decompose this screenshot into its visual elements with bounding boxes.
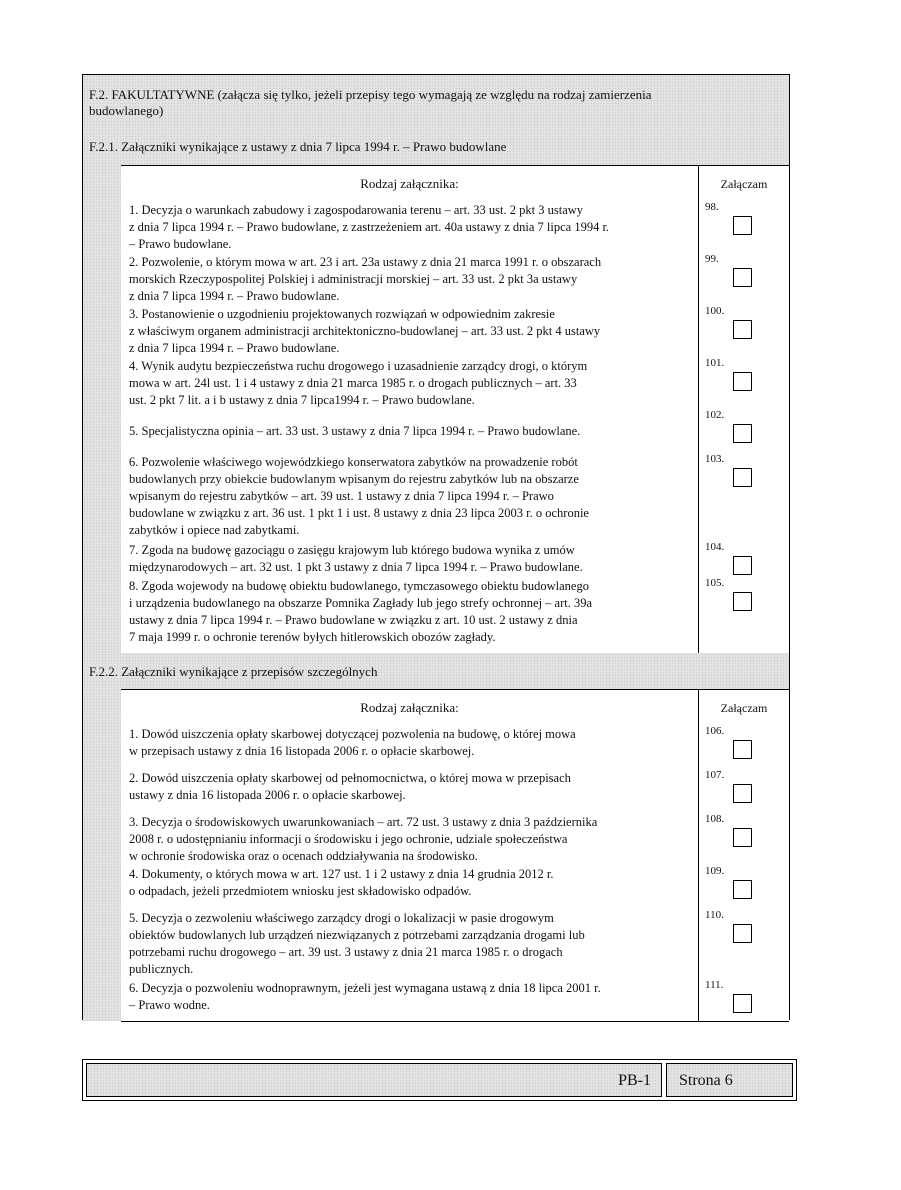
attach-cell	[699, 453, 789, 541]
attach-checkbox[interactable]	[733, 216, 752, 235]
table-row	[121, 409, 789, 454]
attach-checkbox[interactable]	[733, 994, 752, 1013]
description-line: o odpadach, jeżeli przedmiotem wniosku jest składowisko odpadów.	[129, 884, 472, 898]
description-line: ustawy z dnia 7 lipca 1994 r. – Prawo budowlane w związku z art. 10 ust. 2 ustawy z dnia	[129, 613, 578, 627]
attach-cell	[699, 541, 789, 577]
section-f2-header	[83, 75, 789, 130]
attach-cell	[699, 577, 789, 653]
attach-cell	[699, 201, 789, 253]
description-line: ustawy z dnia 16 listopada 2006 r. o opłacie skarbowej.	[129, 788, 406, 802]
description-line: 2. Dowód uiszczenia opłaty skarbowej od pełnomocnictwa, o której mowa w przepisach	[129, 771, 571, 785]
description-line: 2. Pozwolenie, o którym mowa w art. 23 i art. 23a ustawy z dnia 21 marca 1991 r. o obszarach	[129, 255, 602, 269]
section-f2-title-line1: F.2. FAKULTATYWNE (załącza się tylko, jeżeli przepisy tego wymagają ze względu na rodzaj zamierzenia	[89, 87, 652, 102]
description-line: 5. Specjalistyczna opinia – art. 33 ust. 3 ustawy z dnia 7 lipca 1994 r. – Prawo budowlane.	[129, 424, 581, 438]
description-line: mowa w art. 24l ust. 1 i 4 ustawy z dnia 21 marca 1985 r. o drogach publicznych – art. 33	[129, 376, 577, 390]
attachment-description	[121, 357, 699, 409]
attach-checkbox[interactable]	[733, 268, 752, 287]
description-line: – Prawo budowlane.	[129, 237, 232, 251]
page-number: Strona 6	[679, 1072, 733, 1089]
attachment-description	[121, 541, 699, 577]
column-header-attach: Załączam	[720, 700, 768, 715]
description-line: publicznych.	[129, 962, 194, 976]
section-f22-title: F.2.2. Załączniki wynikające z przepisów szczególnych	[89, 664, 378, 679]
attach-checkbox[interactable]	[733, 924, 752, 943]
attachment-description	[121, 865, 699, 909]
table-row	[121, 253, 789, 306]
table-row	[121, 541, 789, 578]
description-line: 3. Decyzja o środowiskowych uwarunkowaniach – art. 72 ust. 3 ustawy z dnia 3 października	[129, 815, 598, 829]
table-row	[121, 979, 789, 1022]
description-line: obiektów budowlanych lub urządzeń niezwiązanych z potrzebami zarządzania drogami lub	[129, 928, 585, 942]
section-f21-header	[83, 129, 789, 166]
field-number: 100.	[705, 305, 725, 317]
table-row	[121, 725, 789, 770]
attach-checkbox[interactable]	[733, 828, 752, 847]
column-header-attach: Załączam	[720, 176, 768, 191]
description-line: potrzebami ruchu drogowego – art. 39 ust. 3 ustawy z dnia 21 marca 1985 r. o drogach	[129, 945, 563, 959]
attachment-description	[121, 253, 699, 305]
table-column-headers	[121, 165, 789, 203]
description-line: 4. Dokumenty, o których mowa w art. 127 ust. 1 i 2 ustawy z dnia 14 grudnia 2012 r.	[129, 867, 554, 881]
table-row	[121, 813, 789, 866]
field-number: 109.	[705, 865, 725, 877]
description-line: budowlanych przy obiekcie budowlanym wpisanym do rejestru zabytków lub na obszarze	[129, 472, 579, 486]
table-row	[121, 305, 789, 358]
description-line: w przepisach ustawy z dnia 16 listopada 2006 r. o opłacie skarbowej.	[129, 744, 475, 758]
section-f22-header	[83, 653, 789, 690]
attach-cell	[699, 357, 789, 409]
description-line: 1. Decyzja o warunkach zabudowy i zagospodarowania terenu – art. 33 ust. 2 pkt 3 ustawy	[129, 203, 584, 217]
description-line: z dnia 7 lipca 1994 r. – Prawo budowlane.	[129, 289, 340, 303]
section-f21-title: F.2.1. Załączniki wynikające z ustawy z dnia 7 lipca 1994 r. – Prawo budowlane	[89, 139, 507, 154]
description-line: – Prawo wodne.	[129, 998, 210, 1012]
attachment-description	[121, 577, 699, 653]
description-line: zabytków i opiece nad zabytkami.	[129, 523, 300, 537]
attach-checkbox[interactable]	[733, 424, 752, 443]
attach-cell	[699, 979, 789, 1021]
attach-checkbox[interactable]	[733, 468, 752, 487]
attach-cell	[699, 865, 789, 909]
table-row	[121, 865, 789, 910]
attach-checkbox[interactable]	[733, 784, 752, 803]
attach-cell	[699, 409, 789, 453]
description-line: 6. Pozwolenie właściwego wojewódzkiego konserwatora zabytków na prowadzenie robót	[129, 455, 578, 469]
description-line: 4. Wynik audytu bezpieczeństwa ruchu drogowego i uzasadnienie zarządcy drogi, o którym	[129, 359, 588, 373]
description-line: 7. Zgoda na budowę gazociągu o zasięgu krajowym lub którego budowa wynika z umów	[129, 543, 575, 557]
attach-checkbox[interactable]	[733, 556, 752, 575]
attach-checkbox[interactable]	[733, 372, 752, 391]
description-line: 7 maja 1999 r. o ochronie terenów byłych hitlerowskich obozów zagłady.	[129, 630, 496, 644]
attach-cell	[699, 253, 789, 305]
description-line: w ochronie środowiska oraz o ocenach oddziaływania na środowisko.	[129, 849, 478, 863]
attachment-description	[121, 813, 699, 865]
table-column-headers	[121, 689, 789, 727]
description-line: 1. Dowód uiszczenia opłaty skarbowej dotyczącej pozwolenia na budowę, o której mowa	[129, 727, 576, 741]
attachment-description	[121, 979, 699, 1021]
attachment-description	[121, 305, 699, 357]
field-number: 105.	[705, 577, 725, 589]
field-number: 107.	[705, 769, 725, 781]
section-f22-table	[121, 689, 789, 1021]
form-code: PB-1	[618, 1072, 651, 1089]
table-row	[121, 453, 789, 542]
section-f21-table	[121, 165, 789, 653]
field-number: 101.	[705, 357, 725, 369]
attachment-description	[121, 725, 699, 769]
table-row	[121, 909, 789, 980]
page-footer	[82, 1059, 797, 1101]
attach-cell	[699, 305, 789, 357]
description-line: 3. Postanowienie o uzgodnieniu projektowanych rozwiązań w odpowiednim zakresie	[129, 307, 555, 321]
section-f22-indent-band	[83, 689, 122, 1021]
description-line: z właściwym organem administracji architektoniczno-budowlanej – art. 33 ust. 2 pkt 4 ustawy	[129, 324, 601, 338]
column-header-type: Rodzaj załącznika:	[121, 166, 699, 202]
attach-checkbox[interactable]	[733, 592, 752, 611]
attach-cell	[699, 909, 789, 979]
table-row	[121, 201, 789, 254]
table-row	[121, 769, 789, 814]
field-number: 99.	[705, 253, 719, 265]
description-line: międzynarodowych – art. 32 ust. 1 pkt 3 ustawy z dnia 7 lipca 1994 r. – Prawo budowlane.	[129, 560, 583, 574]
field-number: 106.	[705, 725, 725, 737]
footer-page-cell	[666, 1063, 793, 1097]
description-line: budowlane w związku z art. 36 ust. 1 pkt 1 i ust. 8 ustawy z dnia 23 lipca 2003 r. o ochronie	[129, 506, 589, 520]
description-line: morskich Rzeczypospolitej Polskiej i administracji morskiej – art. 33 ust. 2 pkt 3a ustawy	[129, 272, 578, 286]
field-number: 98.	[705, 201, 719, 213]
attach-checkbox[interactable]	[733, 740, 752, 759]
description-line: z dnia 7 lipca 1994 r. – Prawo budowlane.	[129, 341, 340, 355]
form-section-f2	[82, 74, 790, 1020]
field-number: 103.	[705, 453, 725, 465]
footer-form-code-cell	[86, 1063, 662, 1097]
field-number: 108.	[705, 813, 725, 825]
description-line: 8. Zgoda wojewody na budowę obiektu budowlanego, tymczasowego obiektu budowlanego	[129, 579, 589, 593]
field-number: 110.	[705, 909, 724, 921]
table-row	[121, 357, 789, 410]
attach-cell	[699, 769, 789, 813]
attachment-description	[121, 409, 699, 453]
field-number: 111.	[705, 979, 724, 991]
attachment-description	[121, 453, 699, 541]
description-line: z dnia 7 lipca 1994 r. – Prawo budowlane, z zastrzeżeniem art. 40a ustawy z dnia 7 lipca 1994 r.	[129, 220, 610, 234]
description-line: 2008 r. o udostępnianiu informacji o środowisku i jego ochronie, udziale społeczeństwa	[129, 832, 568, 846]
description-line: ust. 2 pkt 7 lit. a i b ustawy z dnia 7 lipca1994 r. – Prawo budowlane.	[129, 393, 475, 407]
column-header-type: Rodzaj załącznika:	[121, 690, 699, 726]
attach-cell	[699, 813, 789, 865]
table-row	[121, 577, 789, 654]
attachment-description	[121, 769, 699, 813]
description-line: 5. Decyzja o zezwoleniu właściwego zarządcy drogi o lokalizacji w pasie drogowym	[129, 911, 554, 925]
description-line: i urządzenia budowlanego na obszarze Pomnika Zagłady lub jego strefy ochronnej – art. 39a	[129, 596, 593, 610]
field-number: 104.	[705, 541, 725, 553]
field-number: 102.	[705, 409, 725, 421]
description-line: wpisanym do rejestru zabytków – art. 39 ust. 1 ustawy z dnia 7 lipca 1994 r. – Prawo	[129, 489, 554, 503]
attach-cell	[699, 725, 789, 769]
description-line: 6. Decyzja o pozwoleniu wodnoprawnym, jeżeli jest wymagana ustawą z dnia 18 lipca 2001 r.	[129, 981, 601, 995]
attach-checkbox[interactable]	[733, 880, 752, 899]
section-f2-title-line2: budowlanego)	[89, 103, 164, 118]
attach-checkbox[interactable]	[733, 320, 752, 339]
section-f21-indent-band	[83, 165, 122, 653]
attachment-description	[121, 909, 699, 979]
attachment-description	[121, 201, 699, 253]
